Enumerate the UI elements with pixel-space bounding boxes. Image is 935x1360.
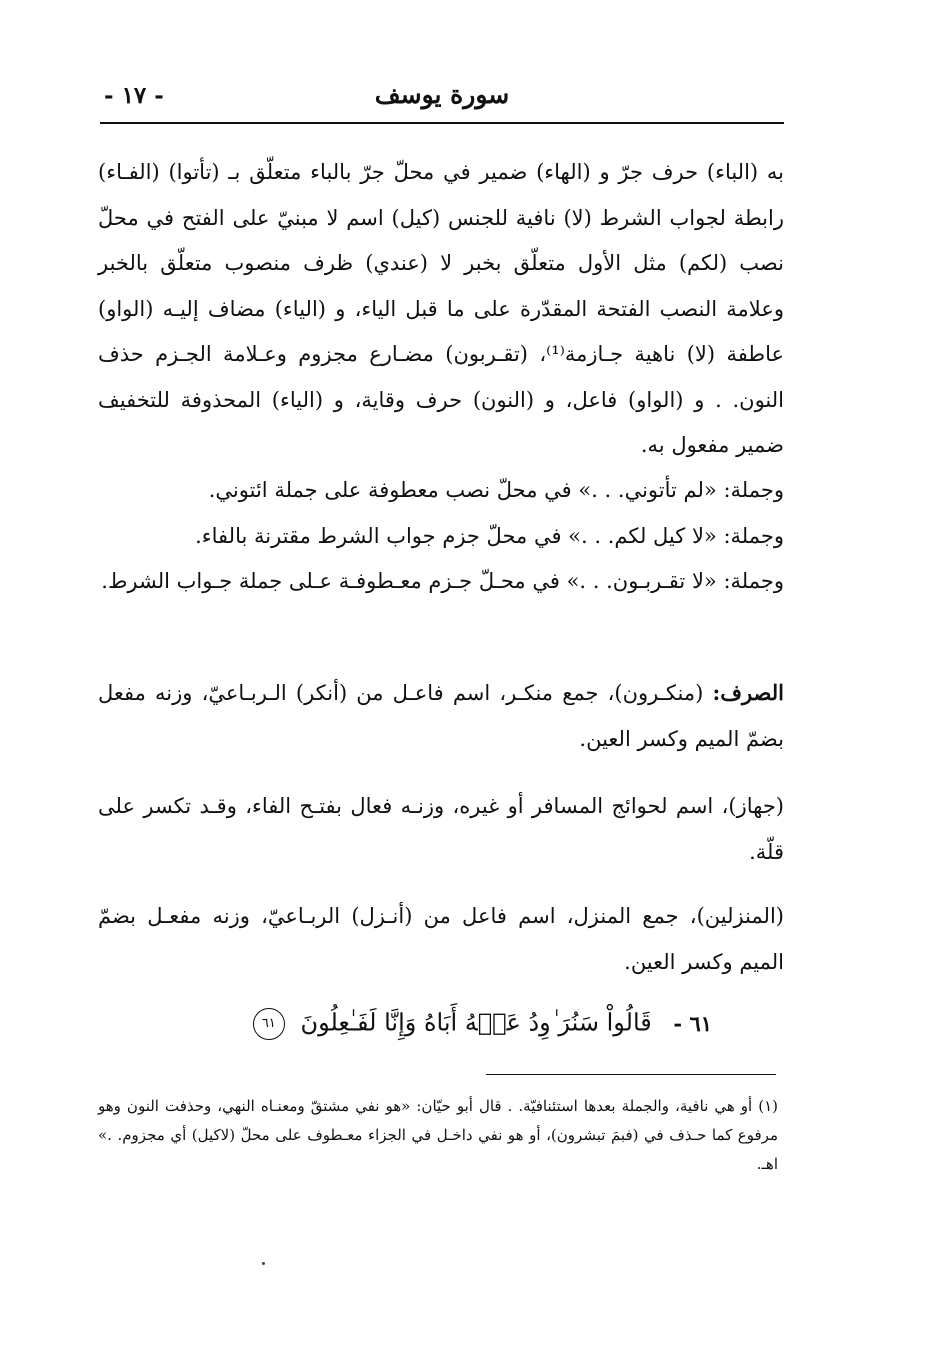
sentence-note-3: وجملة: «لا تقـربـون. . .» في محـلّ جـزم معـطوفـة عـلى جملة جـواب الشرط. (101, 569, 784, 593)
i-rab-text: به (الباء) حرف جرّ و (الهاء) ضمير في محلّ جرّ بالباء متعلّق بـ (تأتوا) (الفـاء) رابطة لجواب الشرط (لا) نافية للجنس (كيل) اسم لا مبنيّ على الفتح في محلّ نصب (لكم) مثل الأول متعلّق بخبر لا (عندي) ظرف منصوب متعلّق بالخبر وعلامة النصب الفتحة المقدّرة على ما قبل الياء، و (الياء) مضاف إليـه (الواو) عاطفة (لا) ناهية جـازمة⁽¹⁾، (تقـربون) مضـارع مجزوم وعـلامة الجـزم حذف النون. . و (الواو) فاعل، و (النون) حرف وقاية، و (الياء) المحذوفة للتخفيف ضمير مفعول به. (98, 160, 784, 457)
sarf-section (98, 670, 784, 762)
sentence-notes (98, 468, 784, 605)
page-title: سورة يوسف (374, 80, 510, 109)
sarf-paragraph-3: (المنزلين)، جمع المنزل، اسم فاعل من (أنـزل) الربـاعيّ، وزنه مفعـل بضمّ الميم وكسر العين. (98, 904, 784, 974)
header-divider (100, 122, 784, 124)
sarf-label: الصرف: (712, 680, 784, 705)
sentence-note-2: وجملة: «لا كيل لكم. . .» في محلّ جزم جواب الشرط مقترنة بالفاء. (195, 523, 784, 548)
page-number: - ١٧ - (104, 82, 164, 109)
page-header (100, 78, 784, 122)
quran-verse (262, 1008, 712, 1040)
verse-end-marker: ٦١ (253, 1008, 285, 1040)
sarf-paragraph-1 (98, 670, 784, 762)
grammar-paragraph (98, 150, 784, 469)
sarf-paragraph-2: (جهاز)، اسم لحوائج المسافر أو غيره، وزنـه فعال بفتـح الفاء، وقـد تكسر على قلّة. (98, 794, 784, 864)
print-speck (262, 1262, 265, 1265)
sarf-paragraph-2-block (98, 784, 784, 875)
sentence-note-1: وجملة: «لم تأتوني. . .» في محلّ نصب معطوفة على جملة ائتوني. (208, 478, 784, 502)
sarf-paragraph-3-block (98, 894, 784, 985)
verse-number: ٦١ - (673, 1010, 712, 1036)
sarf-text-1: (منكـرون)، جمع منكـر، اسم فاعـل من (أنكر) الـربـاعيّ، وزنه مفعل بضمّ الميم وكسر العين. (98, 681, 784, 751)
verse-text: قَالُواْ سَنُرَ ٰوِدُ عَنۡهُ أَبَاهُ وَإِنَّا لَفَـٰعِلُونَ (300, 1008, 652, 1037)
footnote: (١) أو هي نافية، والجملة بعدها استئنافيّة. . قال أبو حيّان: «هو نفي مشتقّ ومعنـاه النهي، وحذفت النون وهو مرفوع كما حـذف في (فبمَ تبشرون)، أو هو نفي داخـل في الجزاء معـطوف على محلّ (لاكيل) أي مجزوم. .» اهـ. (98, 1097, 778, 1173)
footnote-divider (486, 1074, 776, 1075)
